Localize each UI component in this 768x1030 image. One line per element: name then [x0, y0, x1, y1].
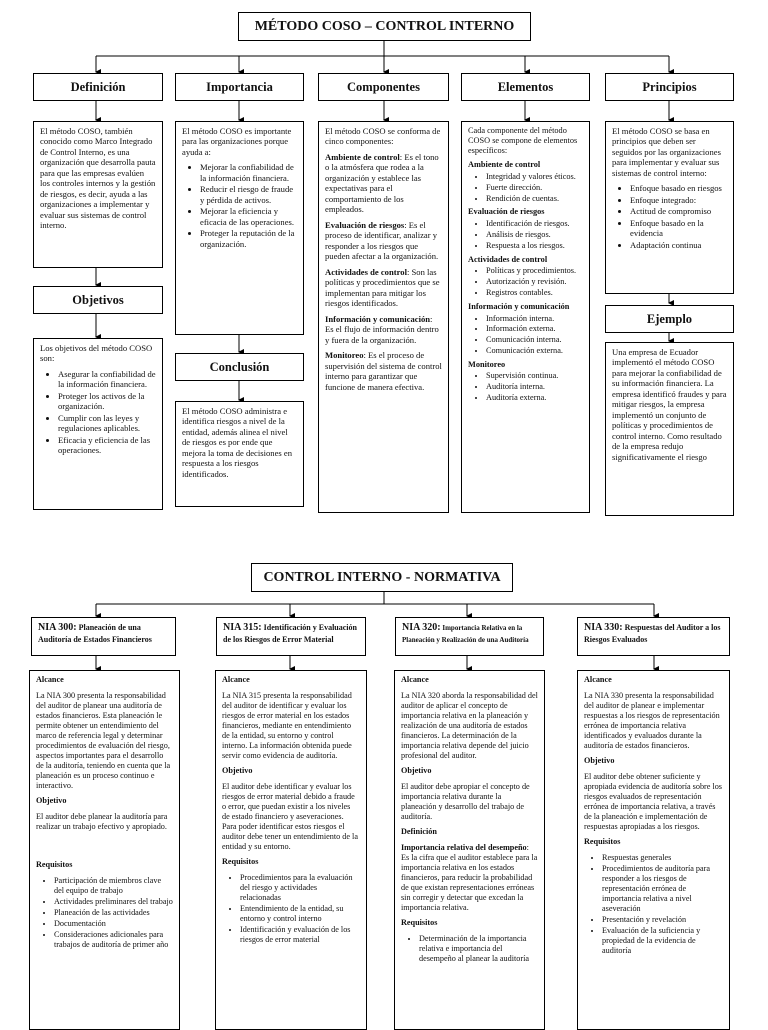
- list-item: • Proteger los activos de la organización.: [58, 391, 156, 412]
- nia300-objetivo-title: Objetivo: [36, 796, 67, 805]
- nia300-requisitos-title: Requisitos: [36, 860, 73, 869]
- elemento-list: [468, 172, 583, 203]
- list-item: • Planeación de las actividades: [54, 908, 173, 918]
- list-item: • Comunicación externa.: [486, 346, 583, 356]
- list-item: • Fuerte dirección.: [486, 183, 583, 193]
- normativa-title: CONTROL INTERNO - NORMATIVA: [251, 563, 513, 592]
- list-item: • Cumplir con las leyes y regulaciones aplicables.: [58, 413, 156, 434]
- importancia-header: Importancia: [175, 73, 304, 101]
- componente-desc: : Es el flujo de información dentro y fuera de la organización.: [325, 313, 439, 345]
- nia300-box: [29, 670, 180, 1030]
- nia320-objetivo-title: Objetivo: [401, 766, 432, 775]
- componente-item: [325, 314, 442, 345]
- list-item: • Políticas y procedimientos.: [486, 266, 583, 276]
- elemento-list: [468, 266, 583, 297]
- componente-term: Información y comunicación: [325, 313, 431, 324]
- nia300-header: [31, 617, 176, 656]
- componente-item: [325, 152, 442, 215]
- nia300-objetivo: El auditor debe planear la auditoría para realizar un trabajo efectivo y apropiado.: [36, 812, 168, 831]
- list-item: • Registros contables.: [486, 288, 583, 298]
- nia320-objetivo: El auditor debe apropiar el concepto de importancia relativa durante la planeación y desarrollo del trabajo de auditoría.: [401, 782, 530, 821]
- nia320-alcance-title: Alcance: [401, 675, 429, 684]
- list-item: • Reducir el riesgo de fraude y pérdida de activos.: [200, 184, 297, 205]
- list-item: • Actitud de compromiso: [630, 206, 727, 216]
- list-item: • Procedimientos para la evaluación del riesgo y actividades relacionadas: [240, 873, 360, 903]
- componente-desc: : Es el proceso de identificar, analizar y responder a los riesgos que pueden afectar a la organización.: [325, 219, 439, 262]
- componente-term: Ambiente de control: [325, 151, 400, 162]
- list-item: • Adaptación continua: [630, 240, 727, 250]
- componente-item: [325, 267, 442, 309]
- nia300-code: NIA 300:: [38, 622, 77, 633]
- nia315-requisitos: [222, 873, 360, 945]
- list-item: • Análisis de riesgos.: [486, 230, 583, 240]
- elemento-group-title: Actividades de control: [468, 254, 548, 264]
- nia320-name: Importancia Relativa en la Planeación y Realización de una Auditoría: [402, 624, 529, 644]
- list-item: • Autorización y revisión.: [486, 277, 583, 287]
- list-item: • Enfoque basado en riesgos: [630, 183, 727, 193]
- nia315-header: [216, 617, 366, 656]
- elemento-list: [468, 219, 583, 250]
- list-item: • Respuestas generales: [602, 853, 723, 863]
- elementos-intro: Cada componente del método COSO se compone de elementos específicos:: [468, 126, 578, 155]
- list-item: • Actividades preliminares del trabajo: [54, 897, 173, 907]
- componente-desc: : Es el proceso de supervisión del sistema de control interno para garantizar que funcione de manera efectiva.: [325, 350, 442, 392]
- principios-intro: El método COSO se basa en principios que deben ser seguidos por las organizaciones para implementar y evaluar sus sistemas de control interno:: [612, 126, 721, 178]
- nia300-name: Planeación de una Auditoría de Estados Financieros: [38, 623, 152, 644]
- importancia-box: [175, 121, 304, 335]
- nia330-requisitos: [584, 853, 723, 956]
- objetivos-header: Objetivos: [33, 286, 163, 314]
- elementos-box: [461, 121, 590, 513]
- nia330-header: [577, 617, 730, 656]
- ejemplo-header: Ejemplo: [605, 305, 734, 333]
- componentes-intro: El método COSO se conforma de cinco componentes:: [325, 126, 441, 147]
- list-item: • Mejorar la eficiencia y eficacia de las operaciones.: [200, 206, 297, 227]
- elemento-group-title: Ambiente de control: [468, 160, 541, 170]
- nia320-requisitos: [401, 934, 538, 964]
- componente-term: Monitoreo: [325, 350, 364, 361]
- elemento-list: [468, 371, 583, 402]
- definicion-text: El método COSO, también conocido como Marco Integrado de Control Interno, es una organización que desarrolla pauta para que las empresas evalúen los controles internos y la gestión de riesgos, es decir, ayuda a las organizaciones a implementar y evaluar sus sistemas de control interno.: [40, 126, 156, 231]
- list-item: • Identificación de riesgos.: [486, 219, 583, 229]
- ejemplo-box: [605, 342, 734, 516]
- objetivos-box: [33, 338, 163, 510]
- nia315-objetivo: El auditor debe identificar y evaluar los riesgos de error material debido a fraude o error, que puedan existir a los niveles de estado financiero y aseveraciones. Para poder identificar estos riesgos el auditor debe tener un entendimiento de la entidad y su entorno.: [222, 782, 358, 851]
- componente-desc: : Es el tono o la atmósfera que rodea a la organización y establece las expectativas para el comportamiento de los empleados.: [325, 151, 439, 215]
- nia330-code: NIA 330:: [584, 622, 623, 633]
- principios-list: [612, 183, 727, 250]
- nia300-alcance: La NIA 300 presenta la responsabilidad del auditor de planear una auditoría de estados financieros. Esta planeación le permite obtener un entendimiento del marco de referencia legal y determinar procedimientos de evaluación del riesgo, aspectos importantes para el desarrollo de la auditoría, teniendo en cuenta que la planeación es un proceso continuo e interactivo.: [36, 691, 171, 790]
- nia320-definicion-text: : Es la cifra que el auditor establece para la importancia relativa en los estados financieros, para reducir la probabilidad de que existan representaciones erróneas sin corregir y detectar que excedan la importancia relativa.: [401, 843, 538, 912]
- elemento-group-title: Monitoreo: [468, 359, 506, 369]
- list-item: • Identificación y evaluación de los riesgos de error material: [240, 925, 360, 945]
- list-item: • Enfoque integrado:: [630, 195, 727, 205]
- list-item: • Procedimientos de auditoría para responder a los riesgos de representación errónea de importancia relativa a nivel aseveración: [602, 864, 723, 914]
- componente-item: [325, 350, 442, 392]
- elemento-group-title: Información y comunicación: [468, 301, 570, 311]
- list-item: • Comunicación interna.: [486, 335, 583, 345]
- nia330-requisitos-title: Requisitos: [584, 837, 621, 846]
- list-item: • Participación de miembros clave del equipo de trabajo: [54, 876, 173, 896]
- conclusion-text: El método COSO administra e identifica riesgos a nivel de la entidad, además alinea el nivel de riesgos es por ende que mejora la toma de decisiones en respuesta a los riesgos identificados.: [182, 406, 293, 479]
- nia320-requisitos-title: Requisitos: [401, 918, 438, 927]
- nia320-box: [394, 670, 545, 1030]
- nia320-definicion-term: Importancia relativa del desempeño: [401, 843, 527, 852]
- componentes-box: [318, 121, 449, 513]
- importancia-intro: El método COSO es importante para las organizaciones porque ayuda a:: [182, 126, 292, 157]
- conclusion-header: Conclusión: [175, 353, 304, 381]
- list-item: • Supervisión continua.: [486, 371, 583, 381]
- elemento-group-title: Evaluación de riesgos: [468, 207, 545, 217]
- nia315-objetivo-title: Objetivo: [222, 766, 253, 775]
- list-item: • Integridad y valores éticos.: [486, 172, 583, 182]
- list-item: • Respuesta a los riesgos.: [486, 241, 583, 251]
- nia330-objetivo-title: Objetivo: [584, 756, 615, 765]
- nia320-definicion-title: Definición: [401, 827, 437, 836]
- nia315-alcance-title: Alcance: [222, 675, 250, 684]
- list-item: • Entendimiento de la entidad, su entorno y control interno: [240, 904, 360, 924]
- list-item: • Asegurar la confiabilidad de la información financiera.: [58, 369, 156, 390]
- elementos-header: Elementos: [461, 73, 590, 101]
- nia330-alcance-title: Alcance: [584, 675, 612, 684]
- list-item: • Información interna.: [486, 314, 583, 324]
- objetivos-intro: Los objetivos del método COSO son:: [40, 343, 153, 364]
- componente-term: Evaluación de riesgos: [325, 219, 405, 230]
- list-item: • Proteger la reputación de la organización.: [200, 228, 297, 249]
- componente-desc: : Son las políticas y procedimientos que se implementan para mitigar los riesgos identificados.: [325, 266, 440, 309]
- nia300-alcance-title: Alcance: [36, 675, 64, 684]
- nia315-requisitos-title: Requisitos: [222, 857, 259, 866]
- nia315-box: [215, 670, 367, 1030]
- list-item: • Eficacia y eficiencia de las operaciones.: [58, 435, 156, 456]
- elemento-list: [468, 314, 583, 356]
- ejemplo-text: Una empresa de Ecuador implementó el método COSO para mejorar la confiabilidad de su información financiera. La empresa identificó fraudes y para mitigar riesgos, la empresa implementó un conjunto de políticas y procedimientos de control interno. Como resultado de la empresa redujo significativamente el riesgo: [612, 347, 727, 462]
- componente-item: [325, 220, 442, 262]
- list-item: • Información externa.: [486, 324, 583, 334]
- list-item: • Documentación: [54, 919, 173, 929]
- definicion-box: [33, 121, 163, 268]
- nia300-requisitos: [36, 876, 173, 950]
- nia315-name: Identificación y Evaluación de los Riesgos de Error Material: [223, 623, 357, 644]
- nia315-code: NIA 315:: [223, 622, 262, 633]
- nia330-box: [577, 670, 730, 1030]
- nia330-name: Respuestas del Auditor a los Riesgos Evaluados: [584, 623, 721, 644]
- list-item: • Determinación de la importancia relativa e importancia del desempeño al planear la auditoría: [419, 934, 538, 964]
- list-item: • Mejorar la confiabilidad de la información financiera.: [200, 162, 297, 183]
- importancia-list: [182, 162, 297, 249]
- componentes-header: Componentes: [318, 73, 449, 101]
- list-item: • Presentación y revelación: [602, 915, 723, 925]
- nia320-header: [395, 617, 544, 656]
- list-item: • Auditoría interna.: [486, 382, 583, 392]
- nia315-alcance: La NIA 315 presenta la responsabilidad del auditor de identificar y evaluar los riesgos de error material en los estados financieros, mediante en entendimiento de la entidad, su entorno y control interno. La información obtenida puede servir como evidencia de auditoría.: [222, 691, 352, 760]
- list-item: • Consideraciones adicionales para trabajos de auditoría de primer año: [54, 930, 173, 950]
- principios-box: [605, 121, 734, 294]
- nia320-alcance: La NIA 320 aborda la responsabilidad del auditor de aplicar el concepto de importancia relativa en la planeación y realización de una auditoría de estados financieros. La determinación de la importancia relativa depende del juicio profesional del auditor.: [401, 691, 538, 760]
- nia320-definicion: [401, 843, 538, 913]
- list-item: • Rendición de cuentas.: [486, 194, 583, 204]
- list-item: • Auditoría externa.: [486, 393, 583, 403]
- coso-title: MÉTODO COSO – CONTROL INTERNO: [238, 12, 531, 41]
- nia320-code: NIA 320:: [402, 622, 441, 633]
- componente-term: Actividades de control: [325, 266, 407, 277]
- list-item: • Evaluación de la suficiencia y propiedad de la evidencia de auditoría: [602, 926, 723, 956]
- definicion-header: Definición: [33, 73, 163, 101]
- nia330-objetivo: El auditor debe obtener suficiente y apropiada evidencia de auditoría sobre los riesgos evaluados de representación errónea de importancia relativa, a través de la planeación e implementación de respuestas apropiadas a los riesgos.: [584, 772, 722, 831]
- nia330-alcance: La NIA 330 presenta la responsabilidad del auditor de planear e implementar respuestas a los riesgos de representación errónea de importancia relativa identificados y evaluados durante la auditoría de estados financieros.: [584, 691, 720, 750]
- list-item: • Enfoque basado en la evidencia: [630, 218, 727, 239]
- conclusion-box: [175, 401, 304, 507]
- principios-header: Principios: [605, 73, 734, 101]
- objetivos-list: [40, 369, 156, 456]
